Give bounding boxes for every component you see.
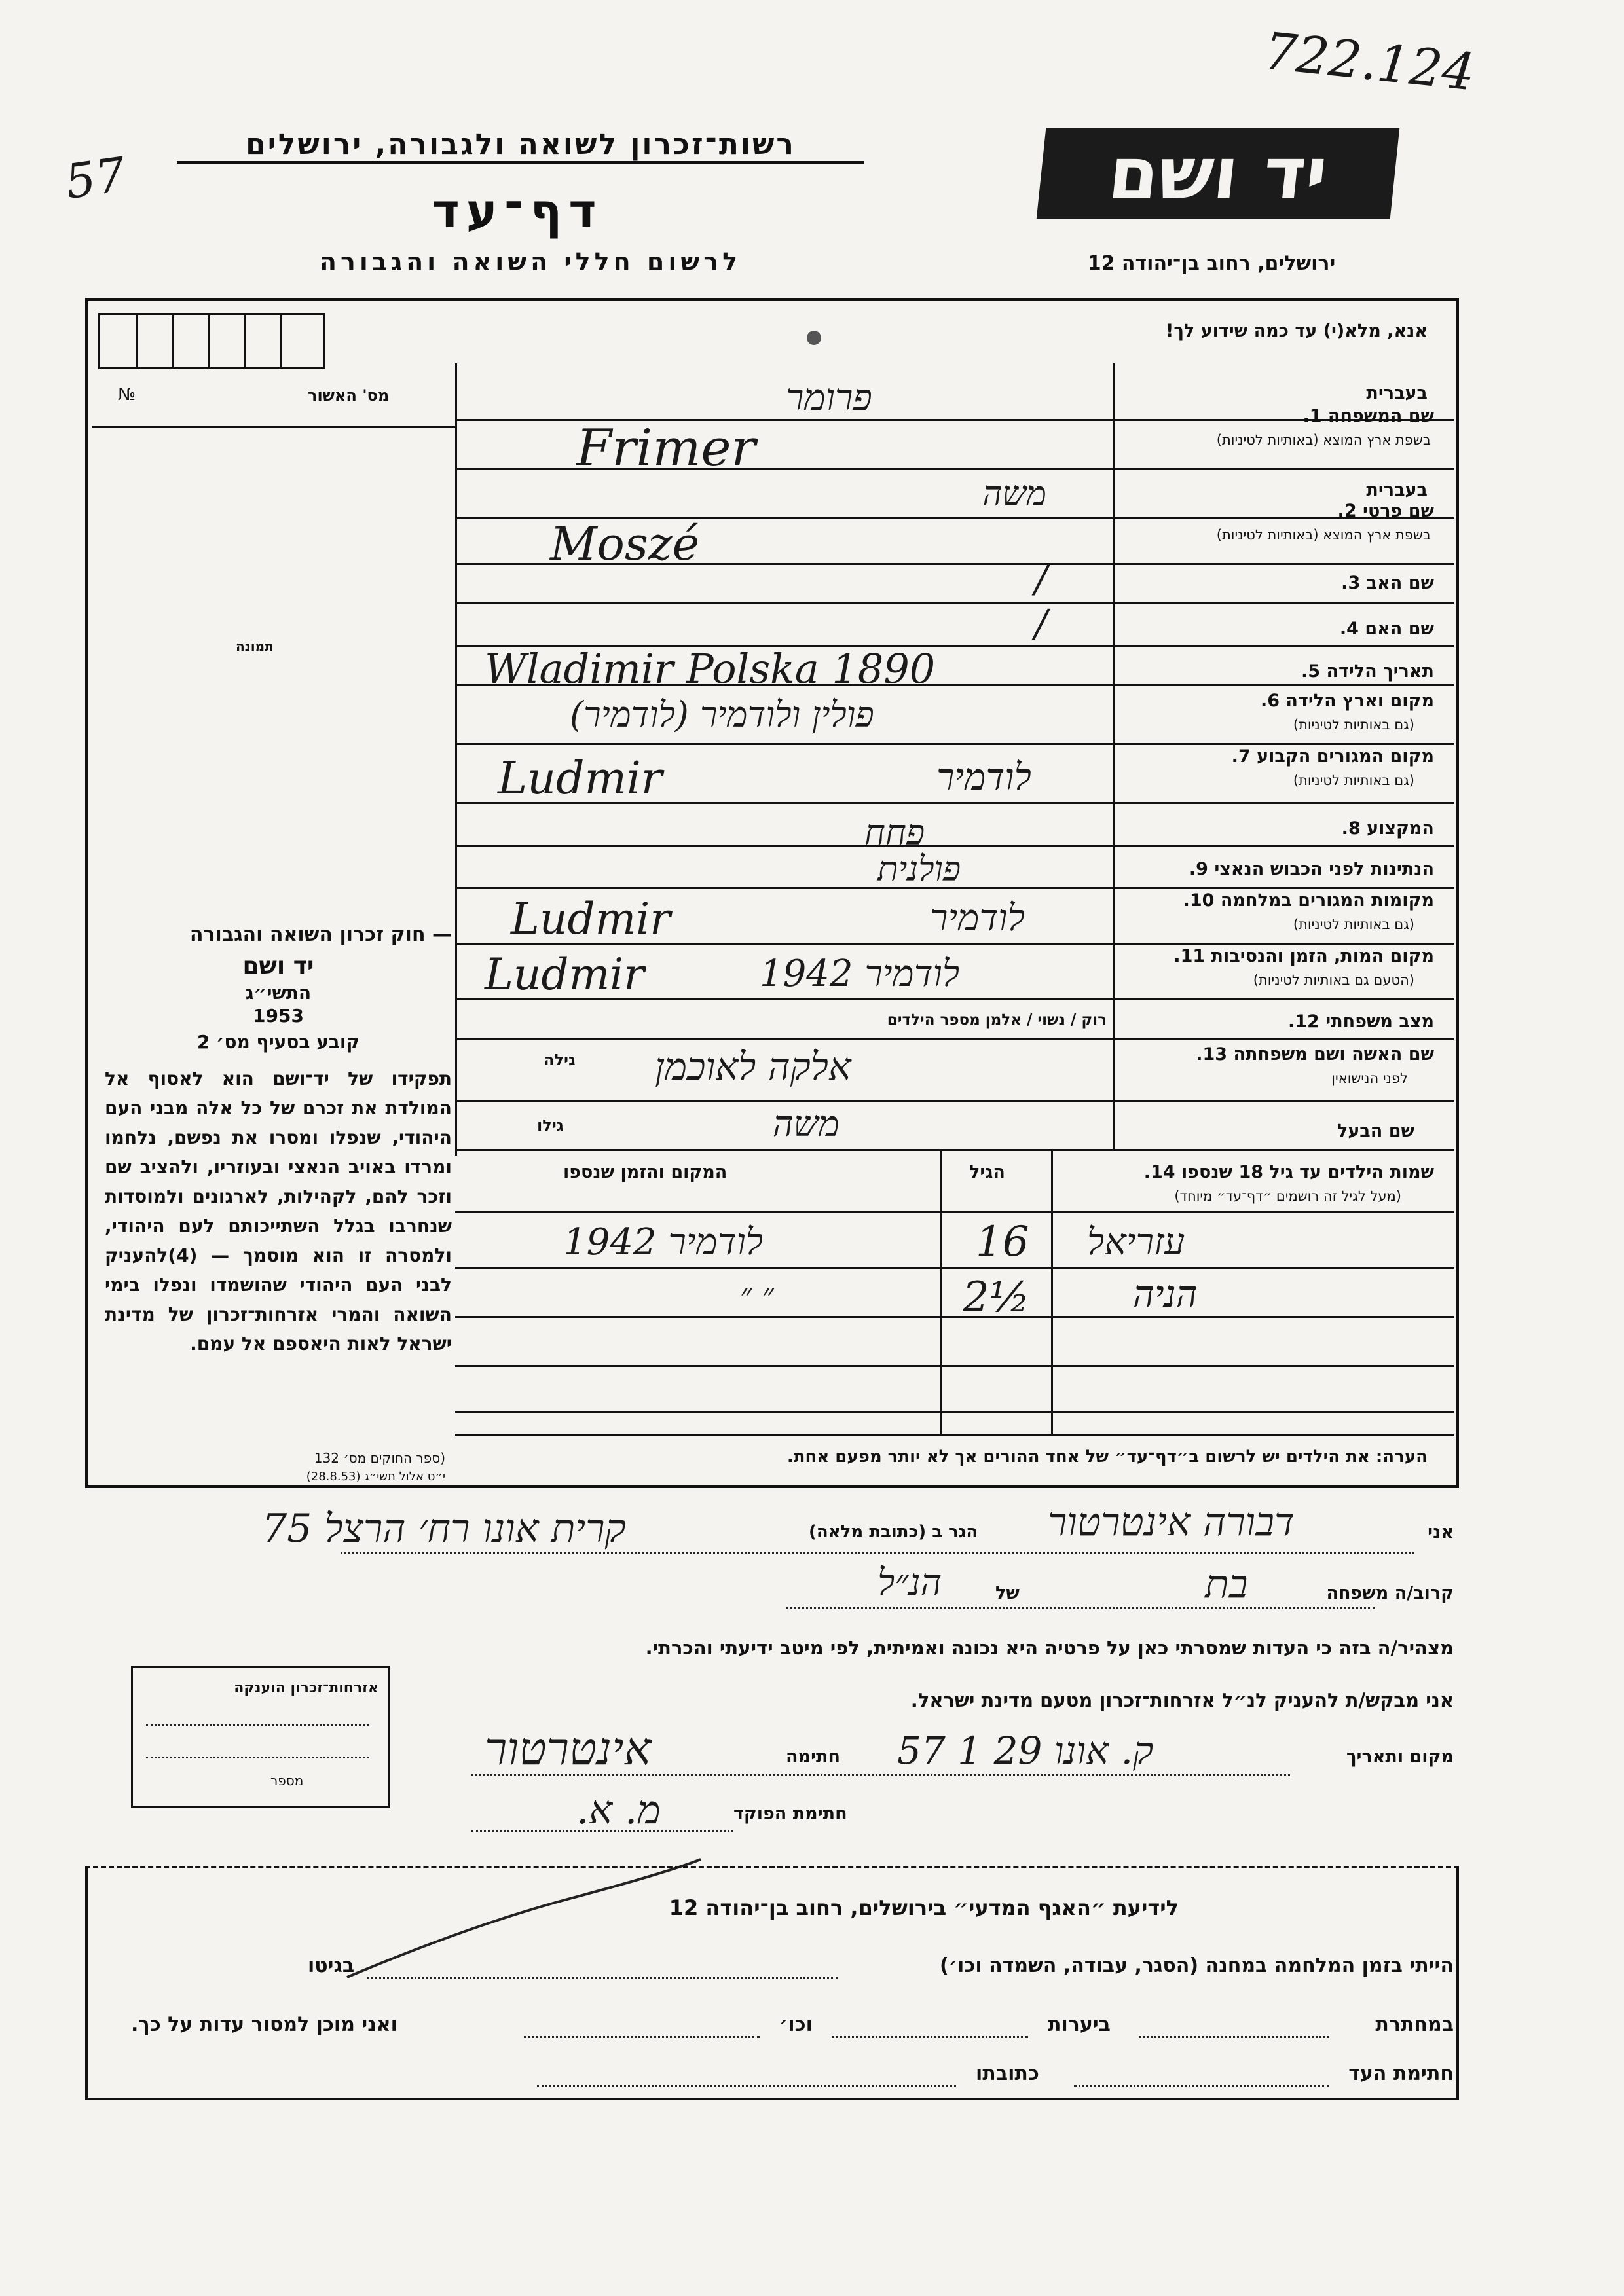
photo-column-divider bbox=[455, 363, 457, 1156]
wartime-residence-latin: Ludmir bbox=[511, 894, 671, 944]
footer-line-1-end: בגיטו bbox=[308, 1954, 355, 1977]
relation-value: בת bbox=[1205, 1561, 1248, 1607]
instruction-text: אנא, מלא(י) עד כמה שידוע לך! bbox=[1166, 321, 1428, 341]
stamp-number: מספר bbox=[270, 1773, 304, 1789]
declarant-address: קרית אונו רח׳ הרצל 75 bbox=[262, 1506, 626, 1552]
law-section: קובע בסעיף מס׳ 2 bbox=[196, 1031, 360, 1053]
form-title: דף־עד bbox=[432, 183, 603, 238]
place-date-label: מקום ותאריך bbox=[1346, 1747, 1454, 1767]
address-label: הגר ב (כתובת מלאה) bbox=[809, 1522, 978, 1542]
row-10-sub: (גם באותיות לטיניות) bbox=[1293, 917, 1414, 932]
row-11-label: מקום המות, הזמן והנסיבות 11. bbox=[1173, 946, 1434, 966]
children-note: הערה: את הילדים יש לרשום ב״דף־עד״ של אחד ההורים אך לא יותר מפעם אחת. bbox=[786, 1447, 1428, 1467]
row-2-label: שם פרטי 2. bbox=[1337, 501, 1434, 521]
wife-name: אלקה לאוכמן bbox=[655, 1044, 851, 1089]
child-2-age: 2½ bbox=[963, 1273, 1030, 1322]
stamp-title: אזרחות־זכרון הוענקה bbox=[234, 1680, 378, 1696]
signature-label: חתימה bbox=[786, 1747, 841, 1767]
firstname-latin: Moszé bbox=[550, 517, 700, 571]
citizenship-stamp-box bbox=[131, 1666, 390, 1808]
row-9-label: הנתינות לפני הכבוש הנאצי 9. bbox=[1189, 859, 1434, 879]
row-6-label: מקום וארץ הלידה 6. bbox=[1260, 691, 1434, 711]
hebrew-label-2: בעברית bbox=[1366, 480, 1428, 500]
birth-place: פולין ולודמיר (לודמיר) bbox=[570, 694, 874, 735]
death-place-latin: Ludmir bbox=[485, 949, 644, 1000]
footer-underground: במחתרת bbox=[1375, 2013, 1454, 2036]
child-2-place: ״ ״ bbox=[740, 1277, 774, 1313]
row-7-label: מקום המגורים הקבוע 7. bbox=[1231, 746, 1434, 767]
officer-signature: מ. א. bbox=[576, 1787, 661, 1833]
father-name: / bbox=[1035, 556, 1048, 601]
child-2-name: הניה bbox=[1133, 1273, 1198, 1316]
firstname-hebrew: משה bbox=[982, 475, 1047, 514]
declarant-ani-label: אני bbox=[1428, 1522, 1454, 1542]
death-place-hebrew: לודמיר 1942 bbox=[760, 953, 960, 995]
husband-name: משה bbox=[773, 1103, 840, 1144]
hebrew-label-1: בעברית bbox=[1366, 383, 1428, 403]
footer-witness-signature: חתימת העד bbox=[1348, 2062, 1454, 2085]
law-text: תפקידו של יד־ושם הוא לאסוף אל המולדת את זכרם של כל אלה מבני העם היהודי, שנפלו ומסרו את נפשם, נלחמו ומרדו באויב הנאצי ובעוזריו, ולהציב שם וזכר להם, לקהילות, לארגונים ולמוסדות שנחרבו בגלל השתייכותם לעם היהודי, ולמסרה זו הוא מוסמך — (4)להעניק לבני העם היהודי שהושמדו ונפלו בימי השואה והמרי אזרחות־זכרון של מדינת ישראל לאות היאספם אל עמם. bbox=[105, 1068, 452, 1355]
request-text: אני מבקש/ת להעניק לנ״ל אזרחות־זכרון מטעם מדינת ישראל. bbox=[910, 1689, 1454, 1711]
note-separator bbox=[455, 1434, 1454, 1436]
address: ירושלים, רחוב בן־יהודה 12 bbox=[1087, 252, 1336, 275]
children-age-col: הגיל bbox=[969, 1162, 1005, 1182]
child-1-place: לודמיר 1942 bbox=[563, 1221, 764, 1264]
law-year: 1953 bbox=[253, 1005, 304, 1027]
law-ref-2: י״ט אלול תשי״ג (28.8.53) bbox=[306, 1470, 445, 1484]
wartime-residence-hebrew: לודמיר bbox=[930, 897, 1025, 939]
form-subtitle: לרשום חללי השואה והגבורה bbox=[319, 247, 742, 276]
place-date-value: ק. אונו 29 1 57 bbox=[897, 1728, 1154, 1773]
surname-latin: Frimer bbox=[576, 419, 756, 478]
row-husband-label: שם הבעל bbox=[1337, 1121, 1414, 1141]
cert-ticks bbox=[98, 313, 325, 369]
row-7-sub: (גם באותיות לטיניות) bbox=[1293, 773, 1414, 788]
cert-number-label: מס' האשור bbox=[308, 386, 390, 405]
law-year-hebrew: התשי״ג bbox=[245, 982, 312, 1004]
child-1-name: עזריאל bbox=[1087, 1221, 1185, 1264]
child-1-age: 16 bbox=[976, 1218, 1029, 1266]
footer-etc: וכו׳ bbox=[779, 2013, 813, 2036]
row-11-sub: (הטעם גם באותיות לטיניות) bbox=[1253, 972, 1414, 988]
children-header-sub: (מעל לגיל זה רושמים ״דף־עד״ מיוחד) bbox=[1174, 1188, 1401, 1204]
mother-name: / bbox=[1035, 601, 1048, 646]
law-logo: יד ושם bbox=[242, 953, 314, 979]
footer-willing: ואני מוכן למסור עדות על כך. bbox=[131, 2013, 397, 2036]
children-header: שמות הילדים עד גיל 18 שנספו 14. bbox=[1143, 1162, 1434, 1182]
birth-date: Wladimir Polska 1890 bbox=[485, 645, 936, 693]
row-12-options: רוק / נשוי / אלמן מספר הילדים bbox=[887, 1011, 1107, 1029]
surname-hebrew: פרומר bbox=[786, 376, 872, 419]
cert-box bbox=[92, 373, 455, 428]
officer-label: חתימת הפוקד bbox=[733, 1804, 847, 1824]
law-title: — חוק זכרון השואה והגבורה bbox=[189, 923, 452, 946]
photo-label: תמונה bbox=[236, 638, 274, 654]
logo-text: יד ושם bbox=[1104, 132, 1332, 215]
row-12-label: מצב משפחתי 12. bbox=[1288, 1011, 1434, 1032]
corner-page-mark: 57 bbox=[62, 147, 130, 210]
footer-address: כתובתו bbox=[976, 2062, 1039, 2085]
relation-label: קרוב/ה משפחה bbox=[1326, 1583, 1454, 1603]
row-3-label: שם האב 3. bbox=[1341, 573, 1434, 593]
signature-value: אינטרטור bbox=[485, 1722, 652, 1776]
corner-reference-number: 722.124 bbox=[1261, 22, 1478, 103]
nationality: פולנית bbox=[877, 850, 961, 889]
law-ref-1: (ספר החוקים מס׳ 132 bbox=[314, 1450, 445, 1466]
of-label: של bbox=[995, 1583, 1020, 1603]
residence-hebrew: לודמיר bbox=[936, 756, 1031, 799]
row-5-label: תאריך הלידה 5. bbox=[1301, 661, 1434, 682]
row-4-label: שם האם 4. bbox=[1339, 619, 1434, 639]
declarant-name: דבורה אינטרטור bbox=[1048, 1499, 1295, 1545]
row-13-sub: לפני הנישואין bbox=[1331, 1070, 1408, 1086]
row-13-label: שם האשה ושם משפחתה 13. bbox=[1196, 1044, 1434, 1065]
punch-hole bbox=[807, 331, 821, 345]
cert-number-prefix: № bbox=[118, 385, 136, 405]
residence-latin: Ludmir bbox=[498, 753, 663, 805]
yad-vashem-logo bbox=[1037, 128, 1400, 219]
declaration-text: מצהיר/ה בזה כי העדות שמסרתי כאן על פרטיה היא נכונה ואמיתית, לפי מיטב ידיעתי והכרתי. bbox=[645, 1637, 1454, 1659]
footer-forests: ביערות bbox=[1048, 2013, 1111, 2036]
row-6-sub: (גם באותיות לטיניות) bbox=[1293, 717, 1414, 733]
footer-title: לידיעת ״האגף המדעי״ בירושלים, רחוב בן־יהודה 12 bbox=[669, 1895, 1179, 1920]
label-column-divider bbox=[1113, 363, 1115, 1149]
children-place-col: המקום והזמן שנספו bbox=[563, 1162, 728, 1182]
wife-age-label: גילה bbox=[544, 1051, 576, 1069]
footer-line-1: הייתי בזמן המלחמה במחנה (הסגר, עבודה, השמדה וכו׳) bbox=[940, 1954, 1454, 1977]
row-8-label: המקצוע 8. bbox=[1341, 818, 1434, 839]
of-value: הנ״ל bbox=[877, 1561, 942, 1604]
husband-age-label: גילו bbox=[537, 1116, 564, 1135]
row-2-sub: בשפת ארץ המוצא (באותיות לטיניות) bbox=[1216, 527, 1431, 543]
institution-name: רשות־זכרון לשואה ולגבורה, ירושלים bbox=[177, 128, 864, 164]
row-1-label: שם המשפחה 1. bbox=[1302, 406, 1434, 426]
row-10-label: מקומות המגורים במלחמה 10. bbox=[1183, 890, 1434, 911]
row-1-sub: בשפת ארץ המוצא (באותיות לטיניות) bbox=[1216, 432, 1431, 448]
profession: פחח bbox=[864, 812, 925, 853]
